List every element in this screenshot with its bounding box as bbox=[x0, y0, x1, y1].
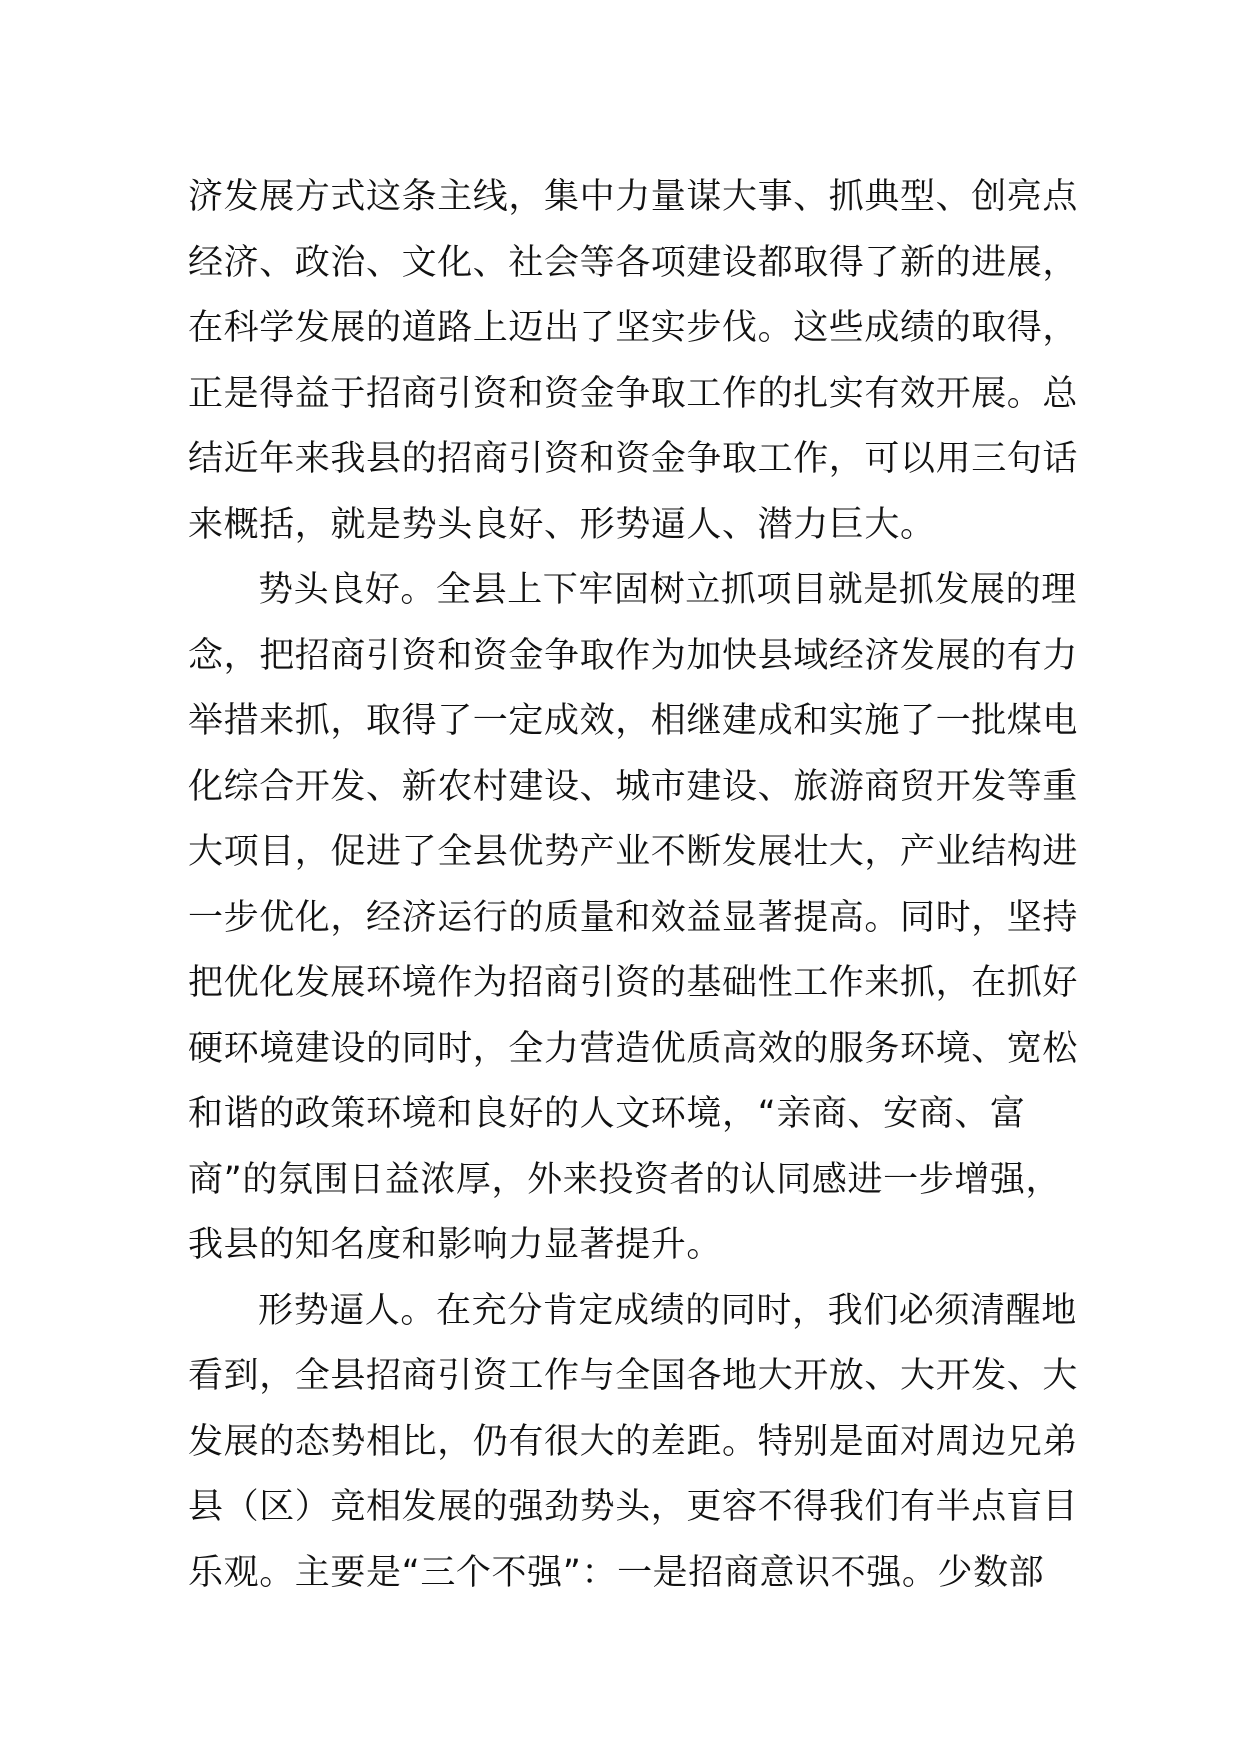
text-line: 硬环境建设的同时，全力营造优质高效的服务环境、宽松 bbox=[188, 1028, 1079, 1069]
paragraph bbox=[188, 558, 1079, 1279]
text-line: 在科学发展的道路上迈出了坚实步伐。这些成绩的取得， bbox=[188, 308, 1079, 348]
text-line: 正是得益于招商引资和资金争取工作的扎实有效开展。总 bbox=[188, 373, 1079, 414]
text-line: 念，把招商引资和资金争取作为加快县域经济发展的有力 bbox=[188, 635, 1079, 676]
text-line: 举措来抓，取得了一定成效，相继建成和实施了一批煤电 bbox=[188, 701, 1079, 741]
paragraph bbox=[188, 1279, 1079, 1607]
paragraph bbox=[188, 165, 1079, 558]
text-line: 把优化发展环境作为招商引资的基础性工作来抓，在抓好 bbox=[188, 963, 1079, 1003]
text-line: 经济、政治、文化、社会等各项建设都取得了新的进展， bbox=[188, 242, 1079, 283]
text-line: 和谐的政策环境和良好的人文环境，“亲商、安商、富 bbox=[188, 1094, 1026, 1134]
text-line: 看到，全县招商引资工作与全国各地大开放、大开发、大 bbox=[188, 1356, 1079, 1396]
text-line: 发展的态势相比，仍有很大的差距。特别是面对周边兄弟 bbox=[188, 1421, 1079, 1462]
text-line: 县（区）竞相发展的强劲势头，更容不得我们有半点盲目 bbox=[188, 1487, 1079, 1527]
text-line: 化综合开发、新农村建设、城市建设、旅游商贸开发等重 bbox=[188, 766, 1079, 807]
text-line: 大项目，促进了全县优势产业不断发展壮大，产业结构进 bbox=[188, 832, 1079, 872]
text-line: 一步优化，经济运行的质量和效益显著提高。同时，坚持 bbox=[188, 897, 1079, 938]
text-line: 来概括，就是势头良好、形势逼人、潜力巨大。 bbox=[188, 504, 936, 545]
text-line: 济发展方式这条主线，集中力量谋大事、抓典型、创亮点 bbox=[188, 177, 1079, 217]
text-line: 形势逼人。在充分肯定成绩的同时，我们必须清醒地 bbox=[258, 1290, 1077, 1331]
text-line: 乐观。主要是“三个不强”：一是招商意识不强。少数部 bbox=[188, 1552, 1045, 1593]
text-line: 结近年来我县的招商引资和资金争取工作，可以用三句话 bbox=[188, 439, 1079, 479]
text-line: 我县的知名度和影响力显著提升。 bbox=[188, 1225, 723, 1265]
body-text bbox=[188, 165, 1079, 1606]
text-line: 势头良好。全县上下牢固树立抓项目就是抓发展的理 bbox=[258, 570, 1077, 610]
text-line: 商”的氛围日益浓厚，外来投资者的认同感进一步增强， bbox=[188, 1159, 1062, 1200]
